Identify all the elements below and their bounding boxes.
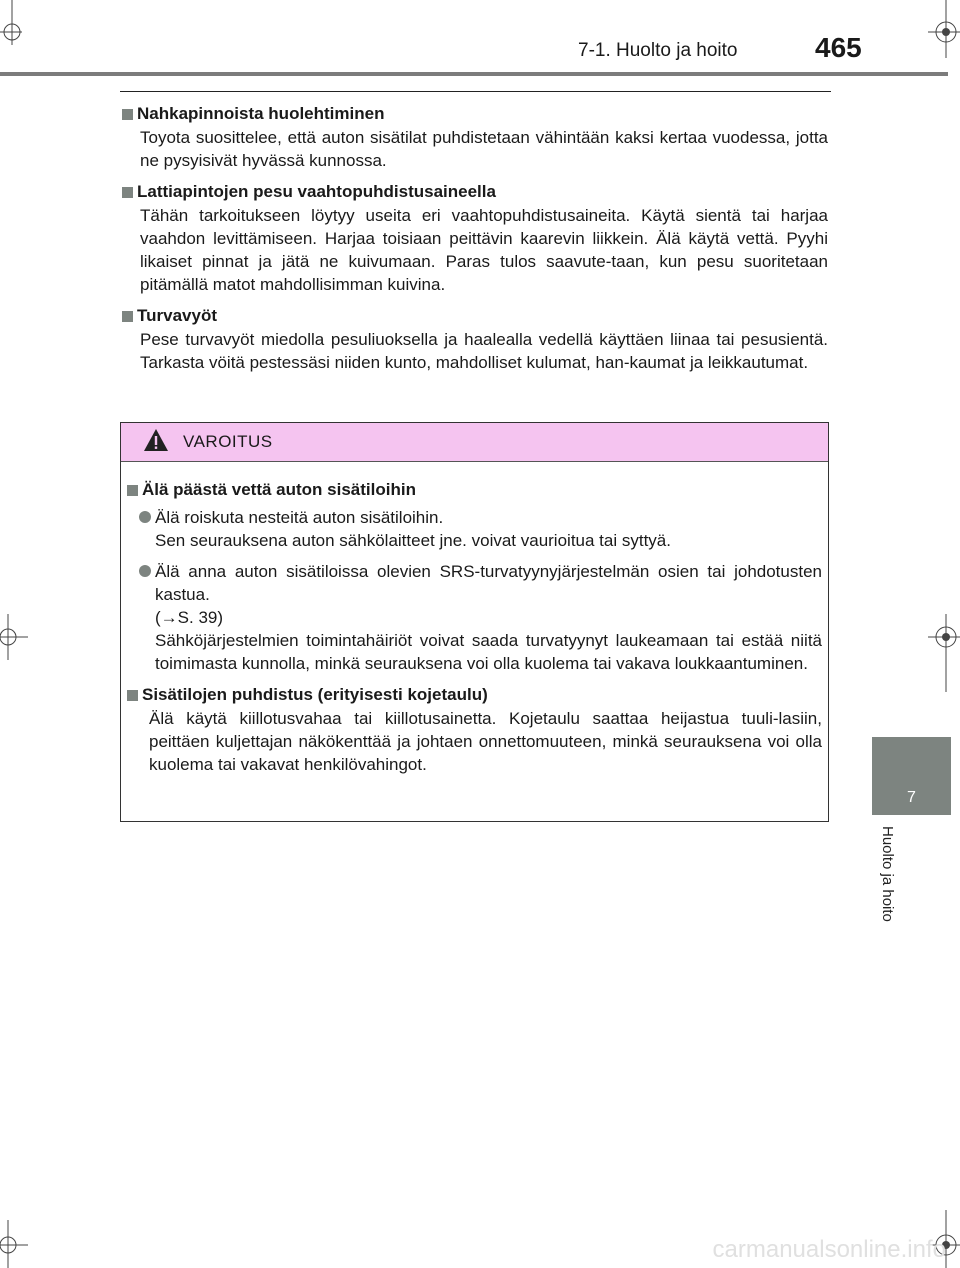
warning-section-title: Älä päästä vettä auton sisätiloihin [142, 480, 416, 499]
warning-box [120, 422, 829, 822]
section-title: Lattiapintojen pesu vaahtopuhdistusaineella [137, 182, 496, 201]
crop-mark-top-left-icon [0, 0, 40, 50]
list-item [139, 560, 822, 675]
header-section-title: 7-1. Huolto ja hoito [578, 40, 738, 61]
header-rule [120, 91, 831, 92]
crop-mark-top-right-icon [918, 0, 960, 60]
warning-header [121, 423, 828, 462]
bullet-line: Älä anna auton sisätiloissa olevien SRS-turvatyynyjärjestelmän osien tai johdotusten kastua. [155, 562, 822, 604]
section-seatbelts [122, 304, 828, 374]
chapter-tab[interactable] [872, 737, 951, 815]
section-body: Toyota suosittelee, että auton sisätilat puhdistetaan vähintään kaksi kertaa vuodessa, jotta ne pysyisivät hyvässä kunnossa. [140, 128, 828, 170]
section-body: Pese turvavyöt miedolla pesuliuoksella ja haalealla vedellä käyttäen liinaa tai pesusientä. Tarkasta vöitä pestessäsi niiden kunto, mahdolliset kulumat, han-kaumat ja leikkautumat. [140, 330, 828, 372]
square-bullet-icon [122, 187, 133, 198]
round-bullet-icon [139, 565, 151, 577]
bullet-line: Sähköjärjestelmien toimintahäiriöt voivat saada turvatyynyt laukeamaan tai estää niitä toimimasta kunnolla, minkä seurauksena voi olla kuolema tai vakava loukkaantuminen. [155, 631, 822, 673]
header-rule-thick [0, 72, 948, 76]
warning-title: VAROITUS [183, 432, 273, 451]
list-item [139, 506, 822, 552]
section-body: Tähän tarkoitukseen löytyy useita eri vaahtopuhdistusaineita. Käytä sientä tai harjaa vaahdon levittämiseen. Harjaa toisiaan peittävin kaarevin liikkein. Älä käytä vettä. Pyyhi likaiset pinnat ja jätä ne kuivumaan. Paras tulos saavute-taan, kun pesu suoritetaan pitämällä matot mahdollisimman kuivina. [140, 206, 828, 294]
section-floor [122, 180, 828, 296]
square-bullet-icon [127, 690, 138, 701]
crop-mark-mid-left-icon [0, 614, 30, 660]
section-title: Nahkapinnoista huolehtiminen [137, 104, 385, 123]
page-reference-link[interactable]: (→S. 39) [155, 608, 224, 627]
crop-mark-mid-right-icon [918, 614, 960, 694]
bullet-line: Sen seurauksena auton sähkölaitteet jne. voivat vaurioitua tai syttyä. [155, 531, 671, 550]
page-number: 465 [815, 32, 862, 63]
round-bullet-icon [139, 511, 151, 523]
watermark-text: carmanualsonline.info [712, 1236, 946, 1263]
square-bullet-icon [122, 311, 133, 322]
chapter-tab-label: Huolto ja hoito [879, 826, 896, 922]
square-bullet-icon [122, 109, 133, 120]
main-content [122, 102, 828, 382]
warning-body [121, 462, 828, 776]
section-leather [122, 102, 828, 172]
crop-mark-bottom-left-icon [0, 1220, 30, 1268]
warning-section-body: Älä käytä kiillotusvahaa tai kiillotusainetta. Kojetaulu saattaa heijastua tuuli-lasiin, peittäen kuljettajan näkökenttää ja johtaen onnettomuuteen, minkä seurauksena voi olla kuolema tai vakavat henkilövahingot. [149, 709, 822, 774]
section-title: Turvavyöt [137, 306, 217, 325]
warning-section-title: Sisätilojen puhdistus (erityisesti kojetaulu) [142, 685, 488, 704]
warning-triangle-icon [143, 428, 169, 457]
bullet-line: Älä roiskuta nesteitä auton sisätiloihin. [155, 508, 444, 527]
chapter-tab-number: 7 [907, 789, 916, 806]
square-bullet-icon [127, 485, 138, 496]
